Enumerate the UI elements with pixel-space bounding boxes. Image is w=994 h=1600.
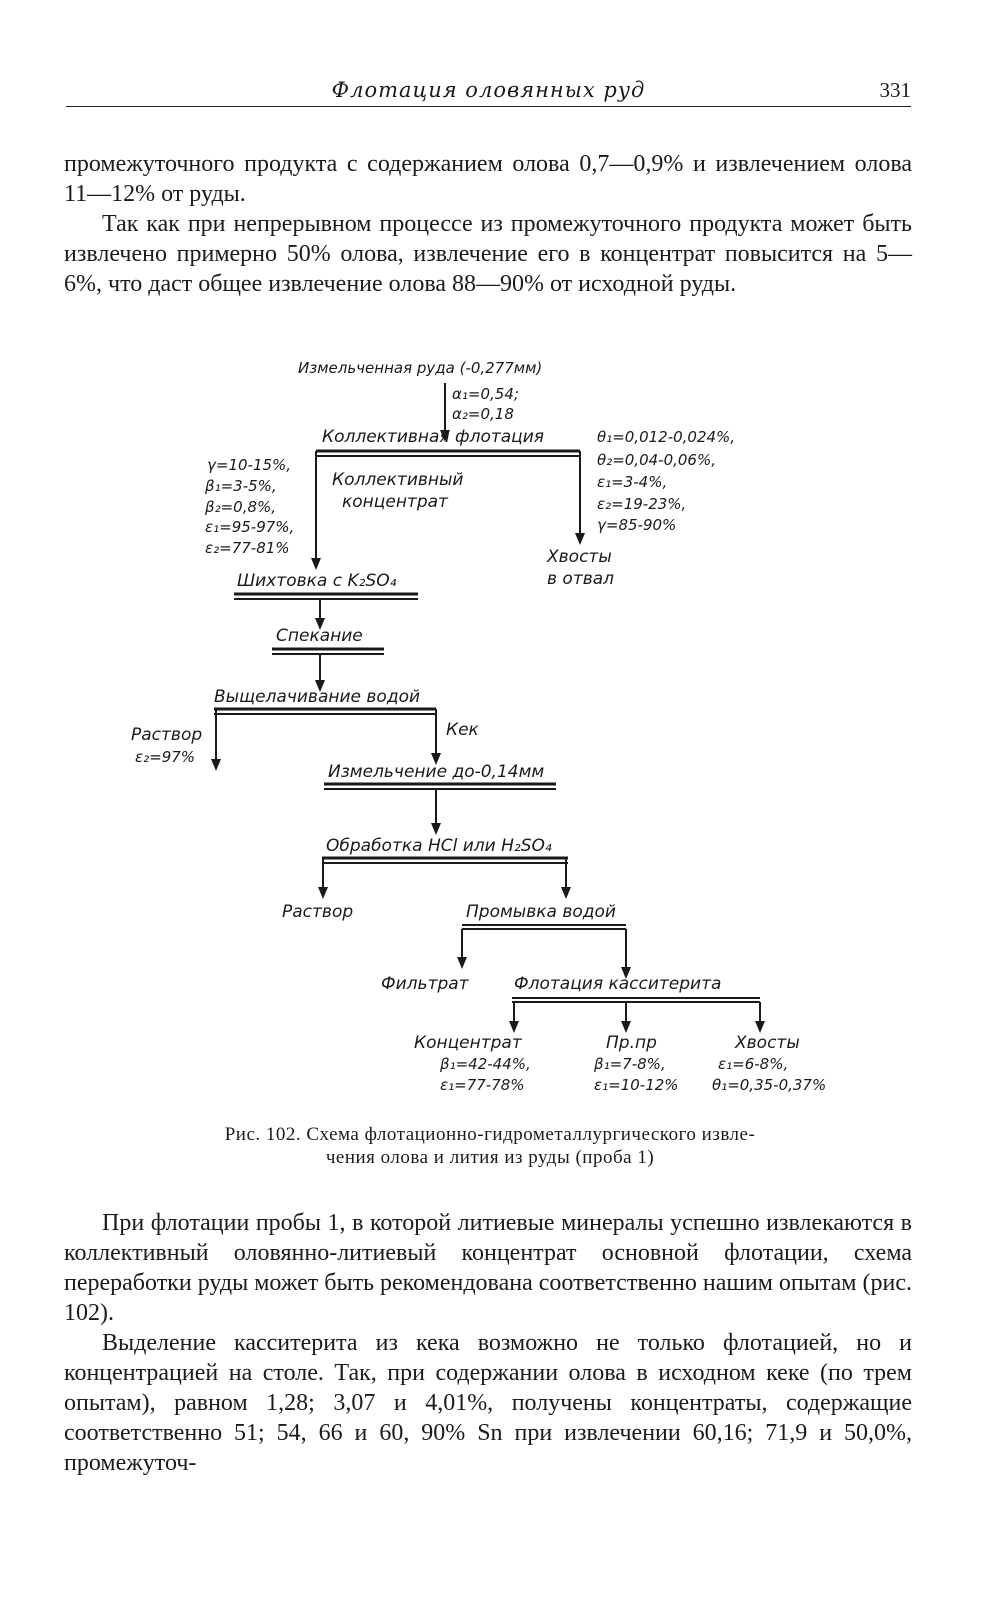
page-number: 331 — [879, 78, 911, 102]
solution-left-eps: ε₂=97% — [135, 748, 196, 766]
acid-solution-label: Раствор — [282, 902, 354, 922]
caption-line-2: чения олова и лития из руды (проба 1) — [325, 1147, 655, 1168]
acid-residue-arrowhead — [561, 887, 571, 899]
figure-caption — [140, 1123, 840, 1169]
solution-arrowhead — [211, 759, 221, 771]
collective-concentrate-line1: Коллективный — [332, 470, 464, 490]
leaching-label: Выщелачивание водой — [214, 687, 421, 707]
top-paragraph-2-text: Так как при непрерывном процессе из промежуточного продукта может быть извлечено примерно 50% олова, извлечение его в концентрат повысится на 5—6%, что даст общее извлечение олова 88—90% от исходной руды. — [64, 211, 912, 297]
bottom-paragraph-1-text: При флотации пробы 1, в которой литиевые минералы успешно извлекаются в коллективный оловянно-литиевый концентрат основной флотации, схема переработки руды может быть рекомендована соответственно нашим опытам (рис. 102). — [64, 1210, 912, 1326]
conc-param-eps1: ε₁=95-97%, — [205, 518, 295, 536]
tails-label-line2: в отвал — [547, 569, 615, 589]
running-title: Флотация оловянных руд — [331, 78, 646, 102]
tail-param-gamma: γ=85-90% — [597, 516, 677, 534]
cake-label: Кек — [446, 720, 479, 740]
filtrate-label: Фильтрат — [381, 974, 469, 994]
tails-arrowhead — [575, 533, 585, 545]
concentrate-label: Концентрат — [414, 1033, 522, 1053]
middlings-eps: ε₁=10-12% — [594, 1076, 679, 1094]
tails-label-line1: Хвосты — [547, 547, 612, 567]
filtrate-arrowhead — [457, 957, 467, 969]
charge-label: Шихтовка с K₂SO₄ — [237, 571, 397, 591]
sintering-label: Спекание — [276, 626, 363, 646]
feed-alpha2: α₂=0,18 — [452, 405, 514, 423]
solution-left-label: Раствор — [131, 725, 203, 745]
acid-solution-arrowhead — [318, 887, 328, 899]
bottom-text-block — [64, 1208, 912, 1478]
conc-param-eps2: ε₂=77-81% — [205, 539, 290, 557]
tail-param-theta2: θ₂=0,04-0,06%, — [597, 451, 716, 469]
feed-label: Измельченная руда (-0,277мм) — [298, 359, 543, 377]
middlings-arrowhead — [621, 1021, 631, 1033]
tail-param-eps1: ε₁=3-4%, — [597, 473, 668, 491]
collective-flotation-label: Коллективная флотация — [322, 427, 545, 447]
concentrate-beta: β₁=42-44%, — [440, 1055, 531, 1073]
bottom-paragraph-2 — [64, 1328, 912, 1478]
conc-param-beta2: β₂=0,8%, — [205, 498, 277, 516]
grinding-label: Измельчение до-0,14мм — [328, 762, 545, 782]
water-wash-label: Промывка водой — [466, 902, 616, 922]
conc-param-beta1: β₁=3-5%, — [205, 477, 277, 495]
final-tails-arrowhead — [755, 1021, 765, 1033]
concentrate-final-arrowhead — [509, 1021, 519, 1033]
final-tails-label: Хвосты — [735, 1033, 800, 1053]
middlings-label: Пр.пр — [606, 1033, 657, 1053]
concentrate-eps: ε₁=77-78% — [440, 1076, 525, 1094]
final-tails-eps: ε₁=6-8%, — [718, 1055, 789, 1073]
bottom-paragraph-1 — [64, 1208, 912, 1328]
tail-param-theta1: θ₁=0,012-0,024%, — [597, 428, 736, 446]
bottom-paragraph-2-text: Выделение касситерита из кека возможно не только флотацией, но и концентрацией на столе. Так, при содержании олова в исходном кеке (по трем опытам), равном 1,28; 3,07 и 4,01%, получены концентраты, содержащие соответственно 51; 54, 66 и 60, 90% Sn при извлечении 60,16; 71,9 и 50,0%, промежуточ- — [64, 1330, 912, 1476]
concentrate-arrowhead — [311, 558, 321, 570]
feed-alpha1: α₁=0,54; — [452, 385, 519, 403]
final-tails-theta: θ₁=0,35-0,37% — [712, 1076, 827, 1094]
conc-param-gamma: γ=10-15%, — [207, 456, 292, 474]
acid-treatment-label: Обработка HCl или H₂SO₄ — [326, 836, 552, 856]
caption-line-1: Рис. 102. Схема флотационно-гидрометаллургического извле- — [224, 1124, 756, 1145]
top-paragraph-1: промежуточного продукта с содержанием олова 0,7—0,9% и извлечением олова 11—12% от руды. — [64, 151, 912, 207]
grinding-arrowhead — [431, 823, 441, 835]
tail-param-eps2: ε₂=19-23%, — [597, 495, 687, 513]
collective-concentrate-line2: концентрат — [342, 492, 448, 512]
middlings-beta: β₁=7-8%, — [594, 1055, 666, 1073]
cassiterite-flotation-label: Флотация касситерита — [514, 974, 722, 994]
